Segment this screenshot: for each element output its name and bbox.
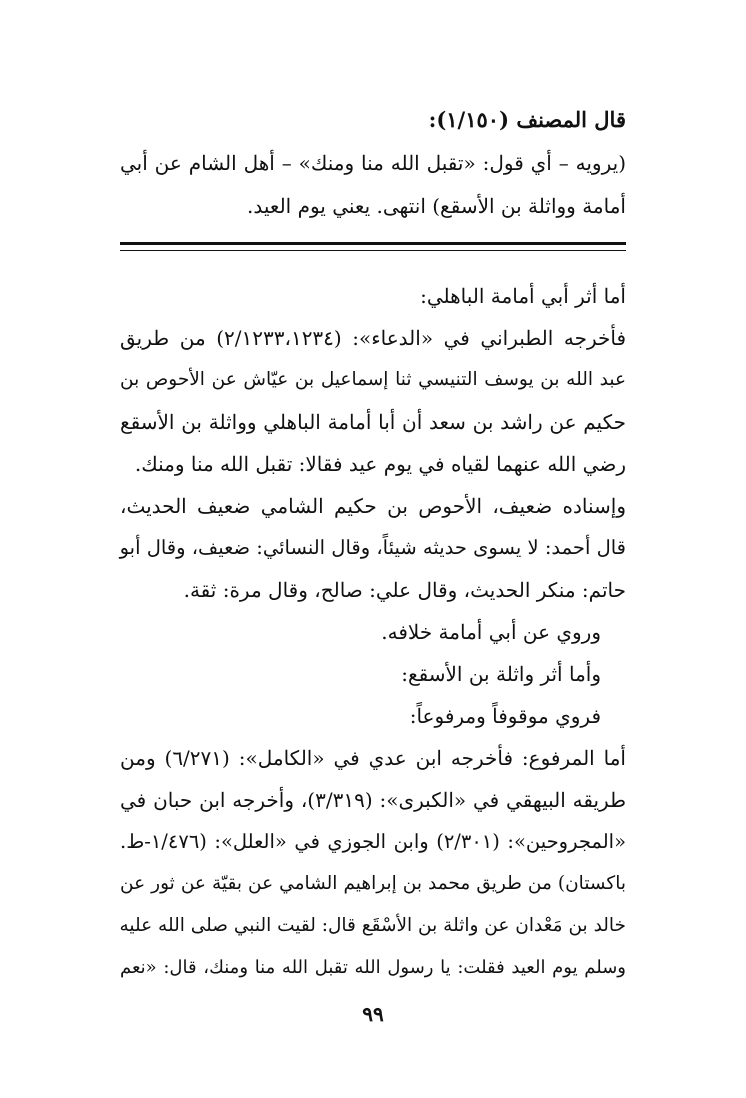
body-line: حاتم: منكر الحديث، وقال علي: صالح، وقال مرة: ثقة. <box>183 578 626 602</box>
separator-rule-thick <box>120 242 626 245</box>
page-number: ٩٩ <box>362 1002 384 1026</box>
body-line: «المجروحين»: (٢/٣٠١) وابن الجوزي في «العلل»: (١/٤٧٦-ط. <box>120 830 626 853</box>
body-line: وإسناده ضعيف، الأحوص بن حكيم الشامي ضعيف الحديث، <box>120 494 626 518</box>
section-heading: قال المصنف (١/١٥٠): <box>428 107 626 132</box>
body-line: قال أحمد: لا يسوى حديثه شيئاً، وقال النسائي: ضعيف، وقال أبو <box>119 536 626 559</box>
separator-rule-thin <box>120 250 626 251</box>
body-line: رضي الله عنهما لقياه في يوم عيد فقالا: تقبل الله منا ومنك. <box>134 452 626 476</box>
quoted-line: (يرويه – أي قول: «تقبل الله منا ومنك» – أهل الشام عن أبي <box>120 151 626 175</box>
quoted-line: أمامة وواثلة بن الأسقع) انتهى. يعني يوم العيد. <box>247 194 626 218</box>
body-line: فأخرجه الطبراني في «الدعاء»: (٢/١٢٣٣،١٢٣٤) من طريق <box>120 326 627 350</box>
body-line: طريقه البيهقي في «الكبرى»: (٣/٣١٩)، وأخرجه ابن حبان في <box>120 788 626 812</box>
body-line: وأما أثر واثلة بن الأسقع: <box>401 662 601 686</box>
body-line: حكيم عن راشد بن سعد أن أبا أمامة الباهلي وواثلة بن الأسقع <box>120 410 626 434</box>
body-line: عبد الله بن يوسف التنيسي ثنا إسماعيل بن عيّاش عن الأحوص بن <box>120 369 626 390</box>
body-line: وسلم يوم العيد فقلت: يا رسول الله تقبل الله منا ومنك، قال: «نعم <box>120 957 626 978</box>
body-line: فروي موقوفاً ومرفوعاً: <box>409 704 601 728</box>
body-line: أما المرفوع: فأخرجه ابن عدي في «الكامل»: (٦/٢٧١) ومن <box>120 746 626 770</box>
body-line: أما أثر أبي أمامة الباهلي: <box>420 284 626 308</box>
body-line: خالد بن مَعْدان عن واثلة بن الأسْقَع قال: لقيت النبي صلى الله عليه <box>119 915 626 936</box>
body-line: باكستان) من طريق محمد بن إبراهيم الشامي عن بقيّة عن ثور عن <box>120 873 626 894</box>
body-line: وروي عن أبي أمامة خلافه. <box>381 620 601 644</box>
